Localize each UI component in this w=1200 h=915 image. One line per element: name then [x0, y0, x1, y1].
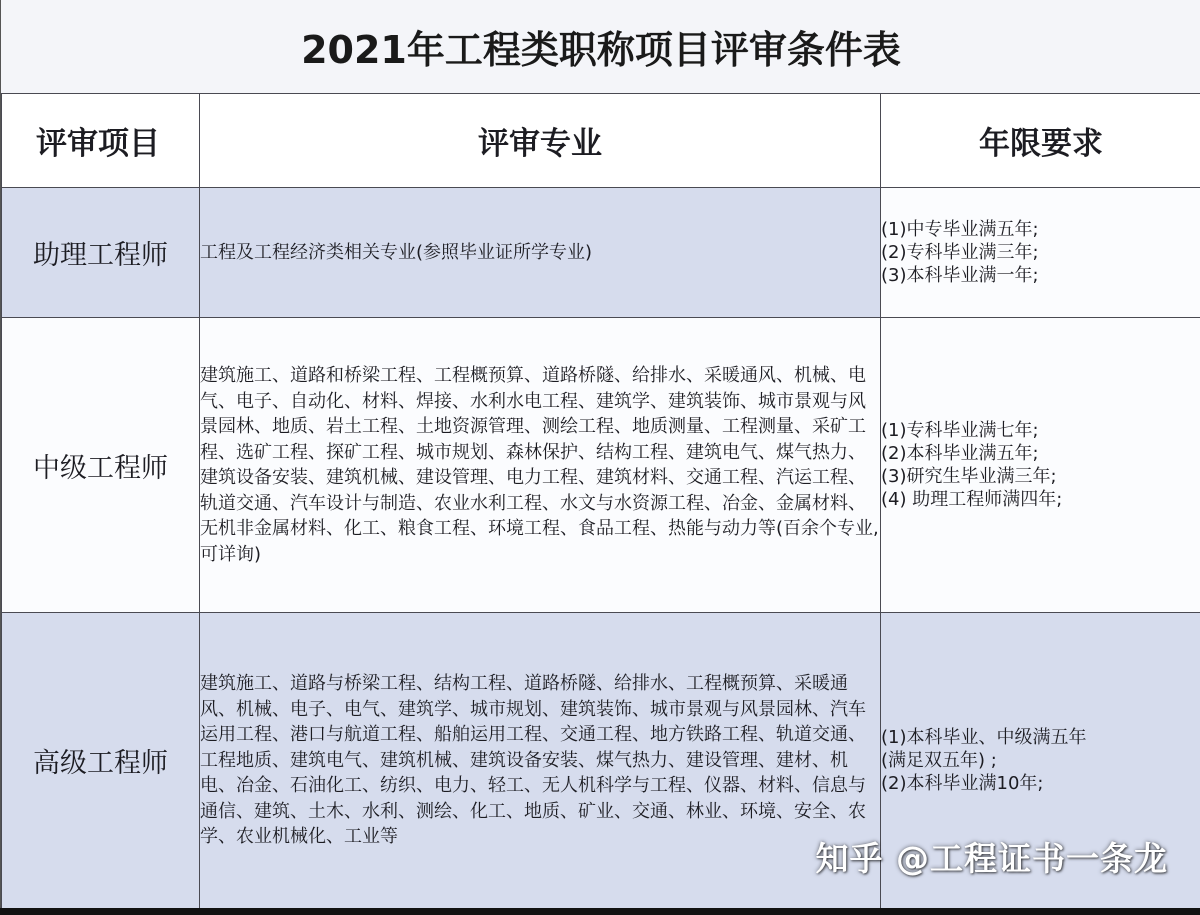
requirement-line: (4) 助理工程师满四年; — [881, 489, 1063, 510]
majors-cell: 建筑施工、道路与桥梁工程、结构工程、道路桥隧、给排水、工程概预算、采暖通风、机械、电子、电气、建筑学、城市规划、建筑装饰、城市景观与风景园林、汽车运用工程、港口与航道工程、船舶运用工程、交通工程、地方铁路工程、轨道交通、工程地质、建筑电气、建筑机械、建筑设备安装、煤气热力、建设管理、建材、机电、冶金、石油化工、纺织、电力、轻工、无人机科学与工程、仪器、材料、信息与通信、建筑、土木、水利、测绘、化工、地质、矿业、交通、林业、环境、安全、农学、农业机械化、工业等 — [200, 613, 881, 909]
conditions-table — [1, 93, 1200, 909]
header-item: 评审项目 — [2, 94, 200, 188]
level-cell: 中级工程师 — [2, 318, 200, 613]
requirement-line: (满足双五年) ; — [881, 750, 997, 771]
requirement-line: (3)本科毕业满一年; — [881, 265, 1039, 286]
level-cell: 助理工程师 — [2, 188, 200, 318]
requirement-line: (1)专科毕业满七年; — [881, 420, 1039, 441]
table-row — [2, 318, 1200, 613]
document-title: 2021年工程类职称项目评审条件表 — [301, 28, 901, 72]
zhihu-watermark: 知乎 @工程证书一条龙 — [815, 839, 1168, 878]
requirement-line: (3)研究生毕业满三年; — [881, 466, 1057, 487]
header-majors: 评审专业 — [200, 94, 881, 188]
requirements-cell — [881, 188, 1200, 318]
requirement-line: (2)本科毕业满五年; — [881, 443, 1039, 464]
header-years: 年限要求 — [881, 94, 1200, 188]
requirement-line: (1)本科毕业、中级满五年 — [881, 727, 1087, 748]
requirement-line: (2)专科毕业满三年; — [881, 242, 1039, 263]
requirement-line: (2)本科毕业满10年; — [881, 773, 1044, 794]
bottom-border — [0, 908, 1200, 915]
table-row — [2, 188, 1200, 318]
majors-cell: 建筑施工、道路和桥梁工程、工程概预算、道路桥隧、给排水、采暖通风、机械、电气、电子、自动化、材料、焊接、水利水电工程、建筑学、建筑装饰、城市景观与风景园林、地质、岩土工程、土地资源管理、测绘工程、地质测量、工程测量、采矿工程、选矿工程、探矿工程、城市规划、森林保护、结构工程、建筑电气、煤气热力、建筑设备安装、建筑机械、建设管理、电力工程、建筑材料、交通工程、汽运工程、轨道交通、汽车设计与制造、农业水利工程、水文与水资源工程、冶金、金属材料、无机非金属材料、化工、粮食工程、环境工程、食品工程、热能与动力等(百余个专业,可详询) — [200, 318, 881, 613]
level-cell: 高级工程师 — [2, 613, 200, 909]
requirements-cell — [881, 318, 1200, 613]
majors-cell: 工程及工程经济类相关专业(参照毕业证所学专业) — [200, 188, 881, 318]
table-header-row — [2, 94, 1200, 188]
requirement-line: (1)中专毕业满五年; — [881, 219, 1039, 240]
